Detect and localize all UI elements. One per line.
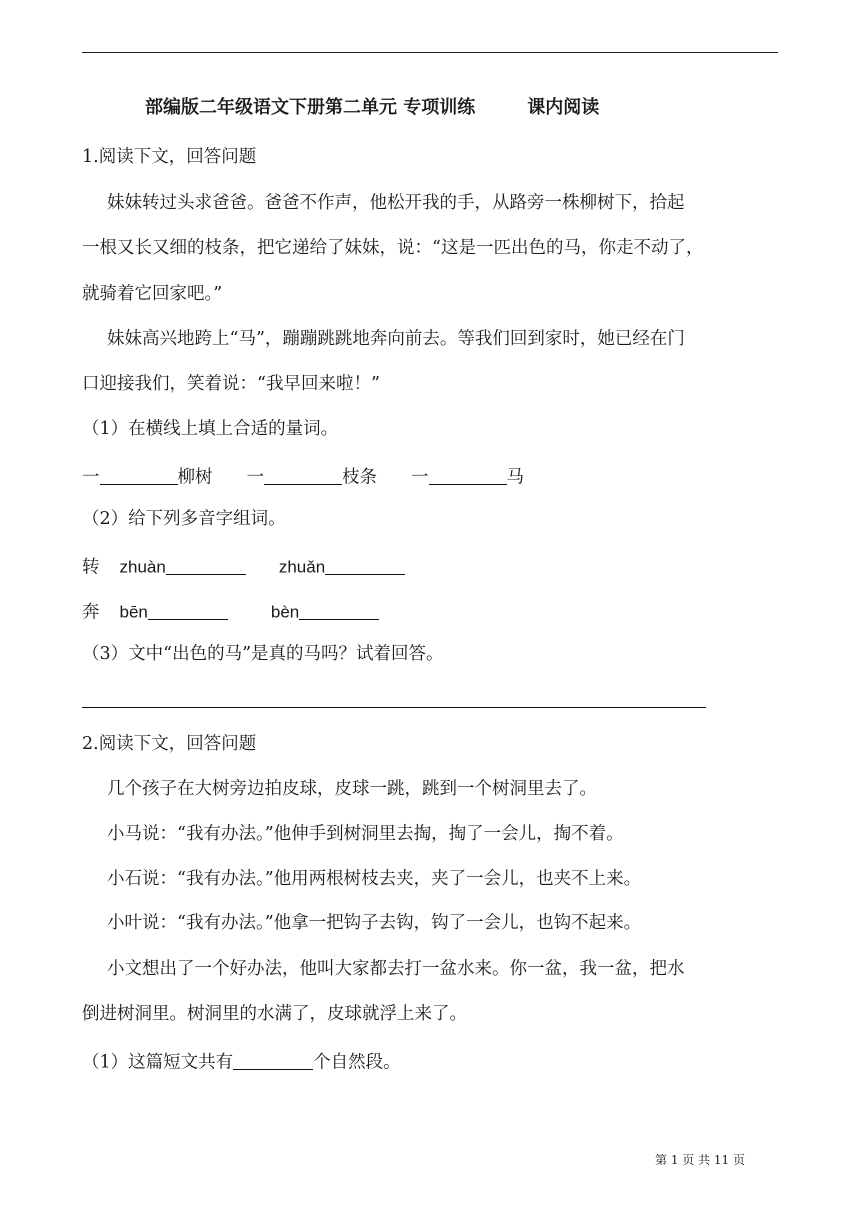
- q2-paragraph5-line1: 小文想出了一个好办法，他叫大家都去打一盆水来。你一盆，我一盆，把水: [107, 959, 685, 979]
- fill-word: 马: [506, 467, 524, 488]
- fill-prefix: 一: [246, 467, 264, 488]
- q2-paragraph2: 小马说：“我有办法。”他伸手到树洞里去掏，掏了一会儿，掏不着。: [107, 824, 624, 844]
- polyphone-char: 转: [82, 557, 100, 578]
- q1-fill-row: [82, 466, 524, 487]
- q2-sub1-before: （1）这篇短文共有: [82, 1052, 234, 1073]
- q1-subquestion2: （2）给下列多音字组词。: [82, 509, 286, 529]
- q1-subquestion1: （1）在横线上填上合适的量词。: [82, 419, 339, 439]
- q2-paragraph4: 小叶说：“我有办法。”他拿一把钩子去钩，钩了一会儿，也钩不起来。: [107, 913, 642, 933]
- header-rule: [82, 52, 778, 53]
- q1-paragraph1-line3: 就骑着它回家吧。”: [82, 284, 223, 304]
- pinyin-label: bēn: [119, 602, 148, 622]
- fill-prefix: 一: [82, 467, 100, 488]
- fill-word: 柳树: [177, 467, 213, 488]
- q1-paragraph2-line1: 妹妹高兴地跨上“马”，蹦蹦跳跳地奔向前去。等我们回到家时，她已经在门: [107, 329, 685, 349]
- word-blank[interactable]: [299, 601, 379, 620]
- page-title: [145, 93, 599, 119]
- paragraph-count-blank[interactable]: [233, 1051, 313, 1070]
- word-blank[interactable]: [166, 556, 246, 575]
- q1-subquestion3: （3）文中“出色的马”是真的马吗？试着回答。: [82, 644, 444, 664]
- q1-paragraph1-line2: 一根又长又细的枝条，把它递给了妹妹，说：“这是一匹出色的马，你走不动了，: [82, 238, 704, 258]
- q1-heading: 1.阅读下文，回答问题: [82, 147, 257, 167]
- q2-paragraph5-line2: 倒进树洞里。树洞里的水满了，皮球就浮上来了。: [82, 1004, 467, 1024]
- answer-line[interactable]: [82, 707, 706, 708]
- fill-blank[interactable]: [100, 466, 178, 485]
- pinyin-label: zhuàn: [119, 557, 166, 577]
- q2-paragraph3: 小石说：“我有办法。”他用两根树枝去夹，夹了一会儿，也夹不上来。: [107, 869, 642, 889]
- q2-subquestion1: [82, 1051, 401, 1072]
- q1-paragraph2-line2: 口迎接我们，笑着说：“我早回来啦！”: [82, 374, 380, 394]
- q1-paragraph1-line1: 妹妹转过头求爸爸。爸爸不作声，他松开我的手，从路旁一株柳树下，拾起: [107, 193, 685, 213]
- polyphone-char: 奔: [82, 602, 100, 623]
- fill-prefix: 一: [411, 467, 429, 488]
- polyphone-row-zhuan: [82, 556, 405, 577]
- word-blank[interactable]: [148, 601, 228, 620]
- title-sub: 课内阅读: [527, 97, 600, 118]
- title-main: 部编版二年级语文下册第二单元 专项训练: [145, 97, 476, 118]
- fill-word: 枝条: [342, 467, 377, 488]
- q2-paragraph1: 几个孩子在大树旁边拍皮球，皮球一跳，跳到一个树洞里去了。: [107, 779, 597, 799]
- q2-sub1-after: 个自然段。: [313, 1052, 401, 1073]
- word-blank[interactable]: [325, 556, 405, 575]
- pinyin-label: zhuǎn: [278, 557, 326, 577]
- page-footer: 第 1 页 共 11 页: [655, 1153, 745, 1167]
- fill-blank[interactable]: [264, 466, 342, 485]
- polyphone-row-ben: [82, 601, 379, 622]
- q2-heading: 2.阅读下文，回答问题: [82, 734, 257, 754]
- pinyin-label: bèn: [270, 602, 300, 622]
- fill-blank[interactable]: [429, 466, 507, 485]
